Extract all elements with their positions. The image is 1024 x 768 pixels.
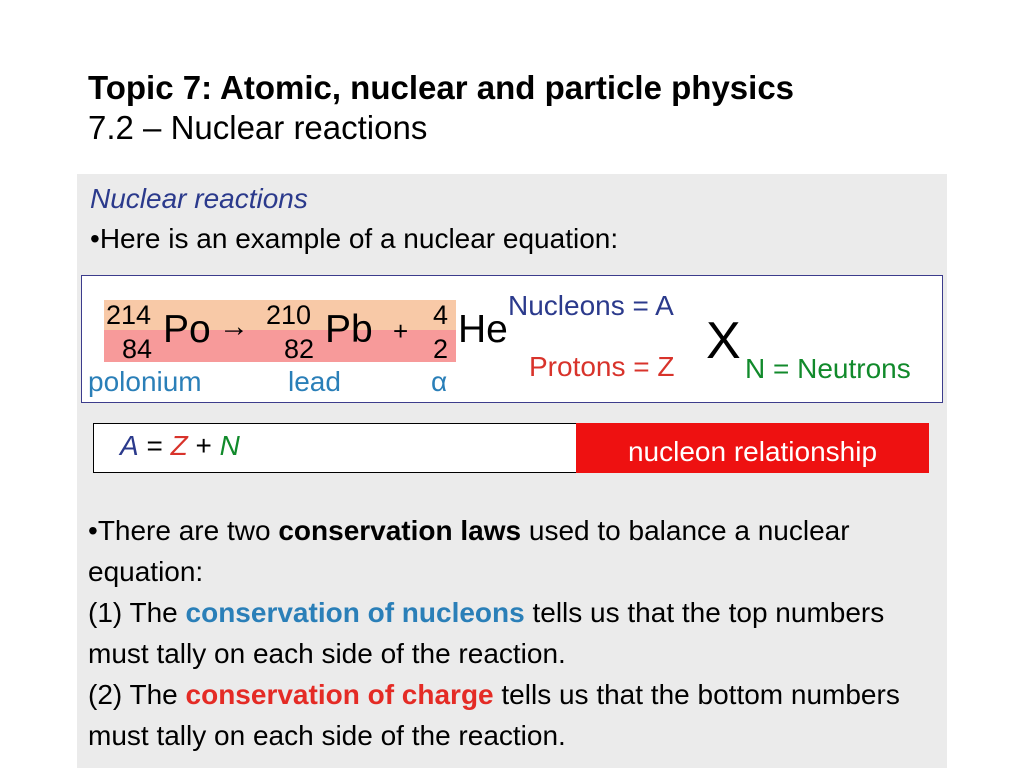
- conservation-of-nucleons-emphasis: conservation of nucleons: [185, 597, 525, 628]
- he-atomic-number: 2: [433, 334, 449, 364]
- conservation-laws-text: [88, 510, 938, 756]
- slide-title: [88, 68, 968, 148]
- formula-z: Z: [170, 430, 188, 461]
- formula-a: A: [120, 430, 139, 461]
- intro-bullet: [90, 223, 618, 255]
- po-mass-number: 214: [106, 300, 152, 330]
- pb-mass-number: 210: [266, 300, 312, 330]
- po-symbol: Po: [163, 308, 211, 351]
- bullet-icon: •: [88, 515, 98, 546]
- po-atomic-number: 84: [122, 334, 153, 364]
- nucleon-formula: [120, 430, 240, 462]
- bullet-icon: •: [90, 223, 100, 254]
- formula-n: N: [219, 430, 240, 461]
- paragraph-nucleons: (1) The conservation of nucleons tells us that the top numbers must tally on each side of the reaction.: [88, 597, 885, 669]
- generic-nuclide-symbol: X: [706, 312, 741, 370]
- section-heading: Nuclear reactions: [90, 183, 308, 214]
- pb-symbol: Pb: [325, 308, 373, 351]
- neutrons-label: N = Neutrons: [745, 353, 911, 384]
- conservation-laws-emphasis: conservation laws: [278, 515, 522, 546]
- reaction-arrow: →: [219, 310, 249, 343]
- conservation-of-charge-emphasis: conservation of charge: [185, 679, 494, 710]
- he-mass-number: 4: [433, 300, 449, 330]
- alpha-label: α: [431, 366, 448, 397]
- nucleons-label: Nucleons = A: [508, 290, 674, 321]
- paragraph-charge: (2) The conservation of charge tells us that the bottom numbers must tally on each side of the reaction.: [88, 679, 900, 751]
- topic-title: Topic 7: Atomic, nuclear and particle physics: [88, 69, 795, 106]
- intro-text: Here is an example of a nuclear equation:: [99, 223, 619, 254]
- relationship-tag: nucleon relationship: [576, 423, 929, 473]
- formula-plus: +: [195, 430, 212, 461]
- paragraph-intro: •There are two conservation laws used to balance a nuclear equation:: [88, 515, 850, 587]
- polonium-label: polonium: [88, 366, 202, 397]
- lead-label: lead: [288, 366, 341, 397]
- he-symbol: He: [458, 308, 508, 351]
- subtopic-title: 7.2 – Nuclear reactions: [88, 109, 428, 146]
- pb-atomic-number: 82: [284, 334, 315, 364]
- plus-sign: +: [393, 316, 409, 346]
- formula-equals: =: [146, 430, 163, 461]
- protons-label: Protons = Z: [529, 351, 675, 382]
